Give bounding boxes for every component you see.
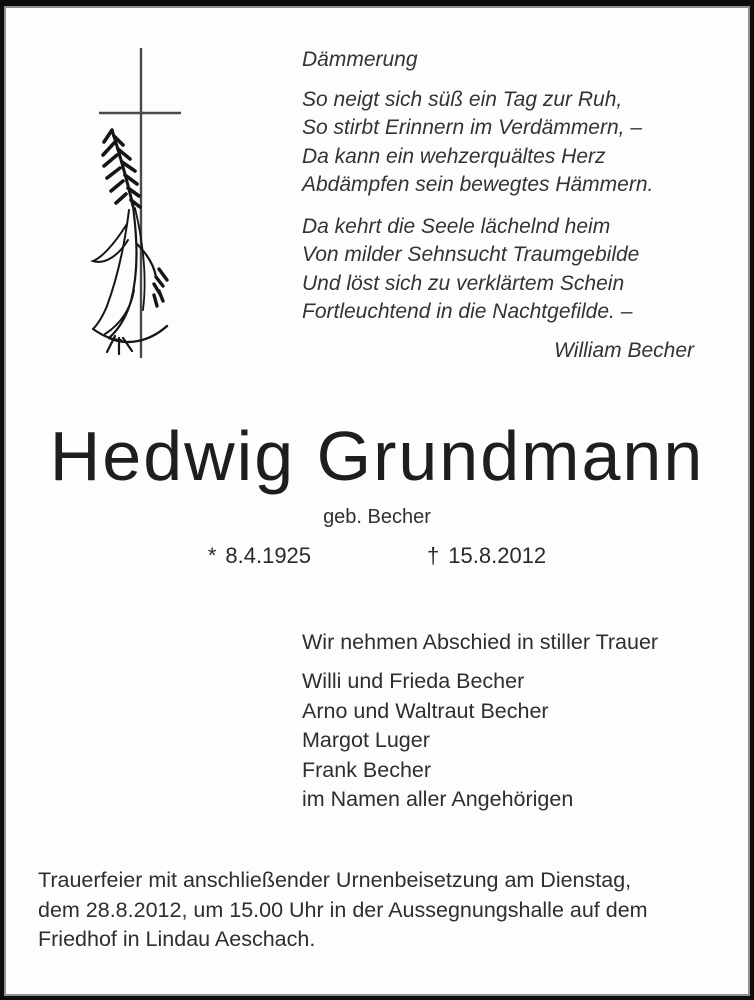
funeral-line: Friedhof in Lindau Aeschach. <box>38 927 316 951</box>
poem-stanza-2 <box>302 213 702 327</box>
poem-line: So stirbt Erinnern im Verdämmern, – <box>302 116 643 139</box>
mourner-name: im Namen aller Angehörigen <box>302 787 574 811</box>
poem-line: So neigt sich süß ein Tag zur Ruh, <box>302 87 623 111</box>
life-dates <box>0 543 754 569</box>
cross-lines <box>99 48 181 358</box>
funeral-line: Trauerfeier mit anschließender Urnenbeisetzung am Dienstag, <box>38 868 632 892</box>
grass-plant <box>93 130 167 354</box>
poem-line: Abdämpfen sein bewegtes Hämmern. <box>302 173 654 196</box>
mourning-intro: Wir nehmen Abschied in stiller Trauer <box>302 630 659 654</box>
poem-author: William Becher <box>554 338 694 362</box>
death-date-value: 15.8.2012 <box>448 543 547 568</box>
poem-line: Da kehrt die Seele lächelnd heim <box>302 214 611 238</box>
death-date <box>427 543 546 569</box>
birth-star-symbol: * <box>207 543 217 568</box>
mourner-name: Willi und Frieda Becher <box>302 669 525 693</box>
funeral-line: dem 28.8.2012, um 15.00 Uhr in der Aussegnungshalle auf dem <box>38 897 648 922</box>
mourner-name: Arno und Waltraut Becher <box>302 698 549 723</box>
poem-line: Und löst sich zu verklärtem Schein <box>302 271 625 295</box>
poem-stanza-1 <box>302 86 702 200</box>
maiden-name: geb. Becher <box>323 506 431 528</box>
birth-date <box>208 543 311 569</box>
mourners-list <box>302 667 573 815</box>
poem-block <box>302 46 702 365</box>
birth-date-value: 8.4.1925 <box>225 543 312 568</box>
poem-line: Da kann ein wehzerquältes Herz <box>302 144 606 168</box>
death-dagger-symbol: † <box>427 543 440 568</box>
poem-line: Fortleuchtend in die Nachtgefilde. – <box>302 300 633 323</box>
mourner-name: Frank Becher <box>302 757 432 782</box>
poem-title: Dämmerung <box>302 48 418 71</box>
funeral-info <box>38 866 738 955</box>
deceased-name: Hedwig Grundmann <box>49 417 705 495</box>
poem-line: Von milder Sehnsucht Traumgebilde <box>302 243 640 266</box>
cross-and-grass-icon <box>55 18 260 368</box>
mourner-name: Margot Luger <box>302 728 430 752</box>
